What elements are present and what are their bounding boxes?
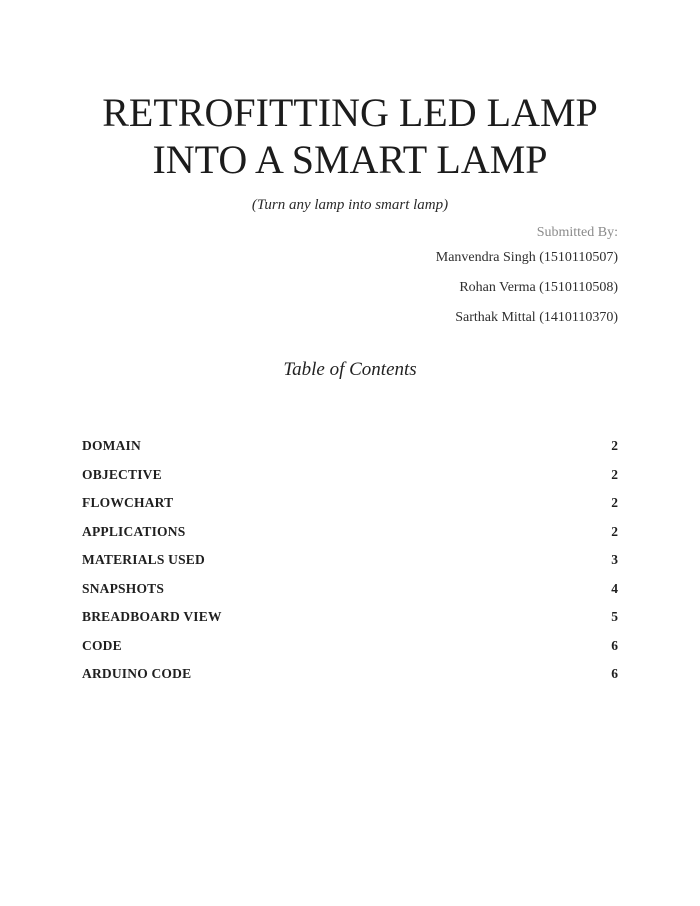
toc-entry-label: OBJECTIVE xyxy=(82,466,162,482)
toc-row xyxy=(82,489,618,518)
toc-page-number: 6 xyxy=(611,666,618,681)
toc-entry-label: CODE xyxy=(82,637,122,653)
toc-page-number: 2 xyxy=(611,495,618,510)
toc-page-number: 2 xyxy=(611,438,618,453)
toc-row xyxy=(82,546,618,575)
title-line-1: RETROFITTING LED LAMP xyxy=(102,90,598,135)
toc-row xyxy=(82,603,618,632)
toc-page-number: 6 xyxy=(611,637,618,653)
toc-row xyxy=(82,432,618,461)
toc-row xyxy=(82,632,618,661)
toc-entry-label: MATERIALS USED xyxy=(82,552,205,567)
submitted-by-block xyxy=(82,223,618,333)
toc-row xyxy=(82,660,618,689)
toc-entry-label: APPLICATIONS xyxy=(82,523,186,539)
table-of-contents xyxy=(82,432,618,689)
toc-page-number: 2 xyxy=(611,466,618,482)
toc-entry-label: BREADBOARD VIEW xyxy=(82,609,222,624)
toc-heading: Table of Contents xyxy=(283,359,417,380)
toc-row xyxy=(82,575,618,604)
toc-page-number: 5 xyxy=(611,609,618,624)
toc-entry-label: DOMAIN xyxy=(82,438,141,453)
author-line: Manvendra Singh (1510110507) xyxy=(435,250,618,265)
toc-entry-label: ARDUINO CODE xyxy=(82,666,192,681)
subtitle: (Turn any lamp into smart lamp) xyxy=(251,197,449,213)
toc-row xyxy=(82,461,618,490)
toc-entry-label: FLOWCHART xyxy=(82,495,174,510)
page-title xyxy=(82,0,618,183)
toc-page-number: 4 xyxy=(611,580,618,596)
submitted-by-label: Submitted By: xyxy=(536,225,618,240)
toc-entry-label: SNAPSHOTS xyxy=(82,580,165,596)
toc-row xyxy=(82,518,618,547)
title-line-2: INTO A SMART LAMP xyxy=(152,137,548,182)
author-line: Rohan Verma (1510110508) xyxy=(459,280,618,295)
toc-page-number: 2 xyxy=(611,523,618,539)
toc-page-number: 3 xyxy=(611,552,618,567)
author-line: Sarthak Mittal (1410110370) xyxy=(455,310,618,325)
